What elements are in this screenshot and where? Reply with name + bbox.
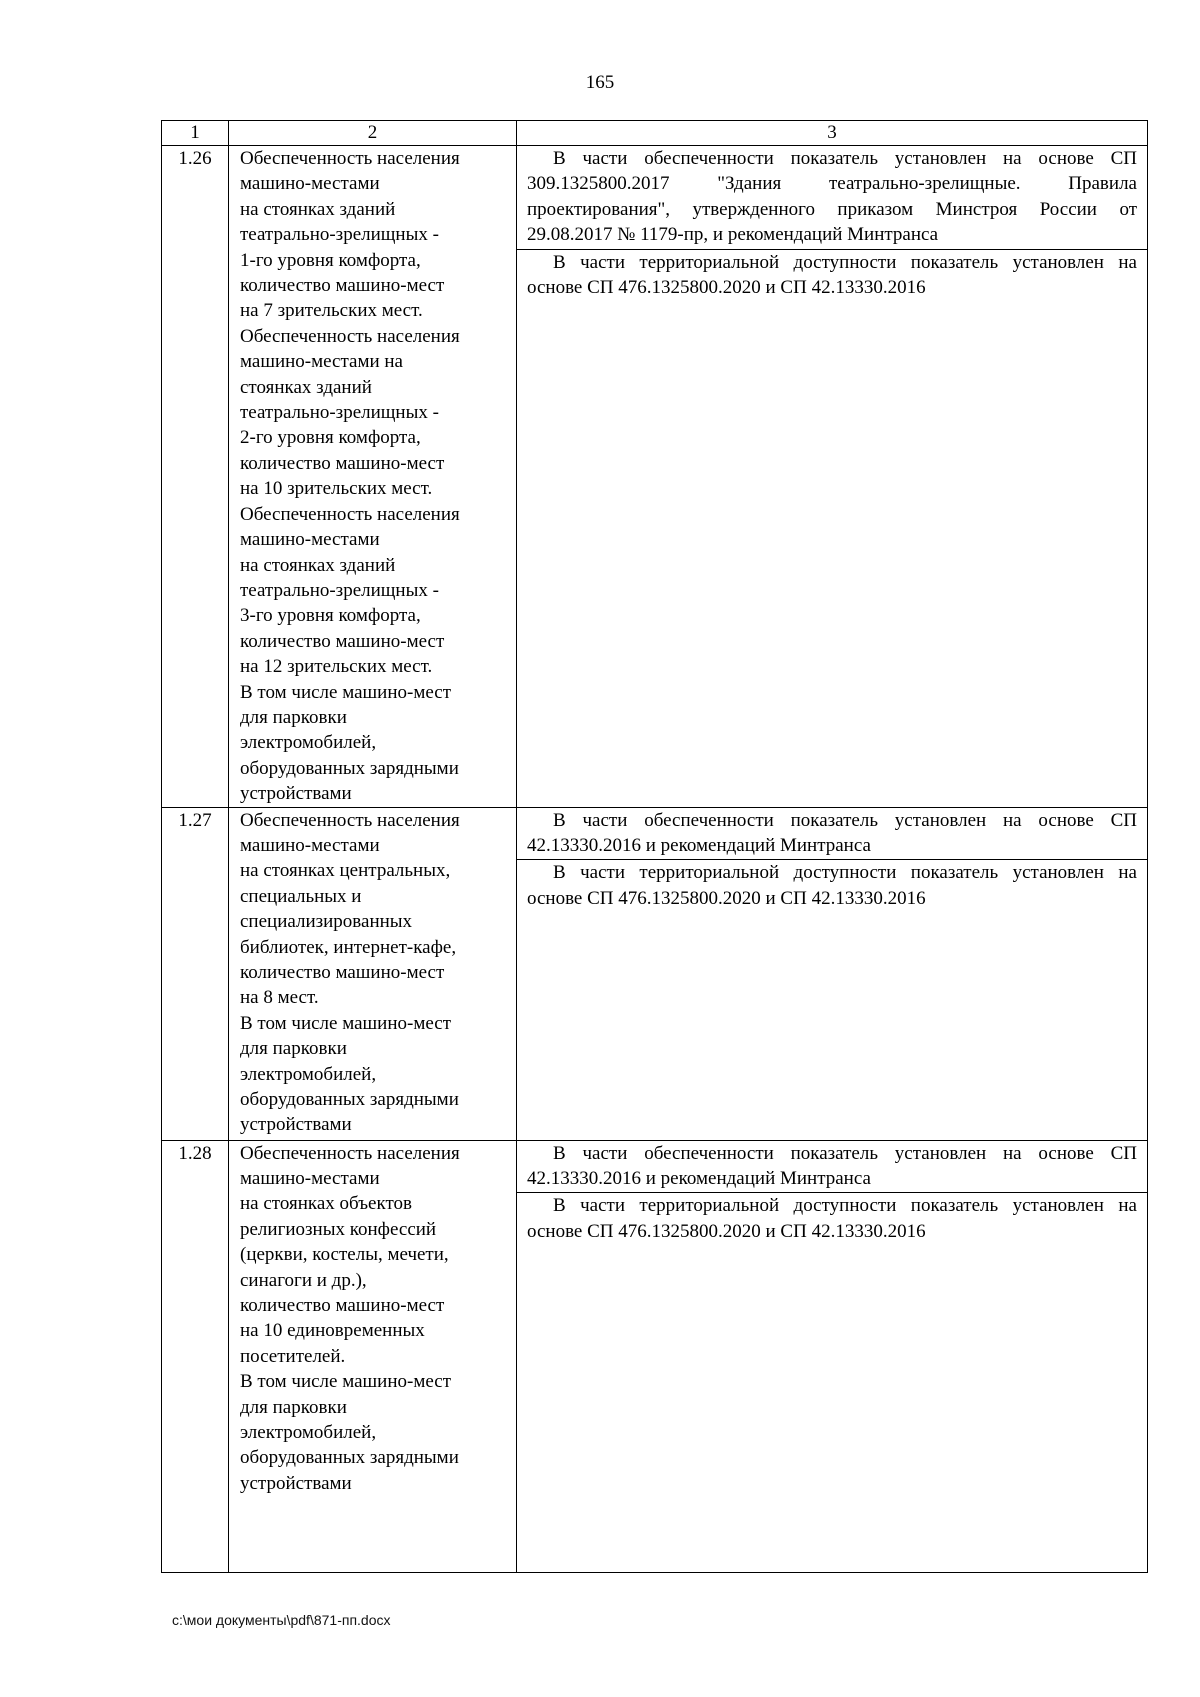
basis-provision: В части обеспеченности показатель установлен на основе СП 42.13330.2016 и рекомендаций Минтранса bbox=[527, 809, 1137, 856]
row-number: 1.27 bbox=[162, 807, 229, 1140]
column-header-3: 3 bbox=[517, 121, 1148, 146]
table-row bbox=[162, 807, 1148, 1140]
basis-accessibility: В части территориальной доступности показатель установлен на основе СП 476.1325800.2020 и СП 42.13330.2016 bbox=[517, 1192, 1147, 1245]
column-header-2: 2 bbox=[229, 121, 517, 146]
indicator-description bbox=[229, 146, 517, 808]
column-header-1: 1 bbox=[162, 121, 229, 146]
table-header-row bbox=[162, 121, 1148, 146]
basis-provision: В части обеспеченности показатель установлен на основе СП 309.1325800.2017 "Здания театрально-зрелищные. Правила проектирования", утвержденного приказом Минстроя России от 29.08.2017 № 1179-пр, и рекомендаций Минтранса bbox=[527, 148, 1137, 246]
indicator-description bbox=[229, 807, 517, 1140]
indicator-basis bbox=[517, 146, 1148, 808]
basis-accessibility: В части территориальной доступности показатель установлен на основе СП 476.1325800.2020 и СП 42.13330.2016 bbox=[517, 859, 1147, 912]
basis-accessibility: В части территориальной доступности показатель установлен на основе СП 476.1325800.2020 и СП 42.13330.2016 bbox=[517, 249, 1147, 302]
indicator-description bbox=[229, 1140, 517, 1572]
norms-table bbox=[161, 120, 1148, 1573]
table-row bbox=[162, 1140, 1148, 1572]
indicator-basis bbox=[517, 807, 1148, 1140]
page-number: 165 bbox=[585, 72, 615, 93]
description-text: Обеспеченность населения машино-местами на стоянках центральных, специальных и специализированных библиотек, интернет-кафе, количество машино-мест на 8 мест. В том числе машино-мест для парковки электромобилей, оборудованных зарядными устройствами bbox=[240, 809, 460, 1136]
indicator-basis bbox=[517, 1140, 1148, 1572]
description-text: Обеспеченность населения машино-местами на стоянках зданий театрально-зрелищных - 1-го уровня комфорта, количество машино-мест на 7 зрительских мест. Обеспеченность населения машино-местами на стоянках зданий театрально-зрелищных - 2-го уровня комфорта, количество машино-мест на 10 зрительских мест. Обеспеченность населения машино-местами на стоянках зданий театрально-зрелищных - 3-го уровня комфорта, количество машино-мест на 12 зрительских мест. В том числе машино-мест для парковки электромобилей, оборудованных зарядными устройствами bbox=[240, 148, 460, 805]
basis-provision: В части обеспеченности показатель установлен на основе СП 42.13330.2016 и рекомендаций Минтранса bbox=[527, 1142, 1137, 1189]
description-text: Обеспеченность населения машино-местами на стоянках объектов религиозных конфессий (церкви, костелы, мечети, синагоги и др.), количество машино-мест на 10 единовременных посетителей. В том числе машино-мест для парковки электромобилей, оборудованных зарядными устройствами bbox=[240, 1142, 460, 1494]
table-row bbox=[162, 146, 1148, 808]
row-number: 1.28 bbox=[162, 1140, 229, 1572]
footer-file-path: c:\мои документы\pdf\871-пп.docx bbox=[172, 1612, 391, 1628]
row-number: 1.26 bbox=[162, 146, 229, 808]
